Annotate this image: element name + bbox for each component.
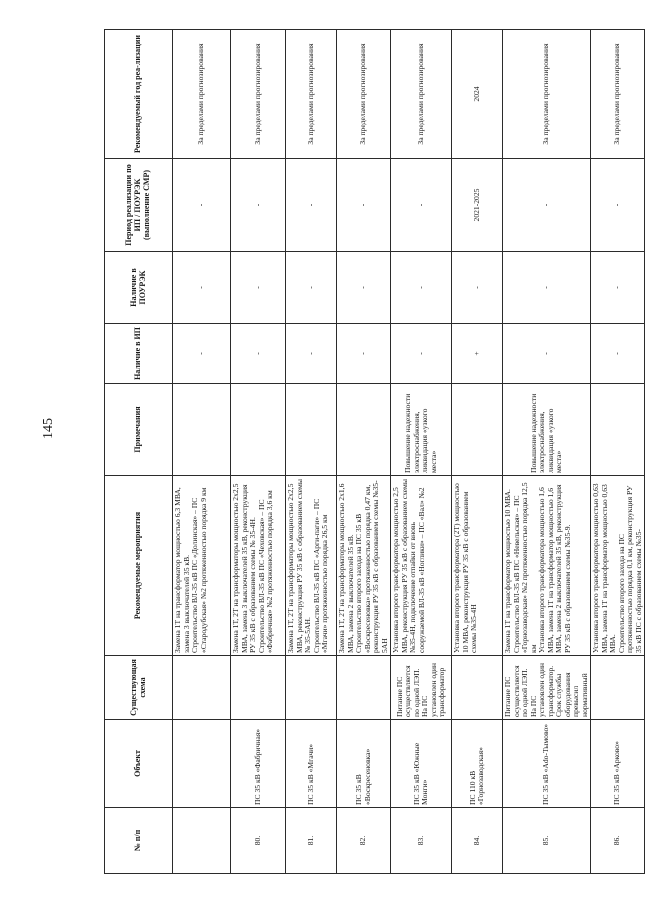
row-number: 84. [452, 808, 503, 874]
row-measures [231, 476, 286, 656]
table-row [231, 30, 286, 874]
row-pourk: - [391, 252, 452, 324]
row-period: - [591, 159, 645, 252]
measure-line: Строительство ВЛ-35 кВ ПС «Арги-паги» – ПС «Мгачи» протяженностью порядка 26,5 км [311, 498, 329, 653]
row-notes [173, 384, 231, 476]
row-rec-year: За пределами прогнозирования [173, 30, 231, 159]
header-notes: Примечания [105, 384, 173, 476]
row-pourk: - [591, 252, 645, 324]
table-row [173, 30, 231, 874]
row-pourk: - [231, 252, 286, 324]
row-number: 80. [231, 808, 286, 874]
header-row [105, 30, 173, 874]
row-ip: - [591, 324, 645, 384]
measure-line: Замена 1Т, 2Т на трансформаторы мощностью 2х2,5 МВА, замена 3 выключателей 35 кВ, реконструкция РУ 35 кВ с образованием схемы № 35-4Н. [231, 483, 257, 653]
measure-line: Строительство второго захода на ПС 35 кВ «Воскресеновка» протяженностью порядка 0,47 км, реконструкция РУ 35 кВ с образованием схемы №35-5АН [354, 480, 389, 653]
row-measures [452, 476, 503, 656]
row-scheme [452, 656, 503, 720]
row-ip: - [173, 324, 231, 384]
row-measures [337, 476, 391, 656]
header-ip: Наличие в ИП [105, 324, 173, 384]
row-notes [286, 384, 337, 476]
row-object: ПС 35 кВ «Воскресеновка» [337, 720, 391, 808]
measure-line: Строительство ВЛ-35 кВ ПС «Чеховская» – ПС «Фабричная» №2 протяженностью порядка 3,6 км [256, 490, 274, 653]
measure-line: Установка второго трансформатора мощностью 0,63 МВА, замена 1Т на трансформатор мощностью 0,63 МВА. [591, 483, 617, 653]
row-scheme [231, 656, 286, 720]
row-object: ПС 35 кВ «Арково» [591, 720, 645, 808]
row-number: 83. [391, 808, 452, 874]
header-period: Период реализации по ИП / ПОУРЭК (выполнение СМР) [105, 159, 173, 252]
row-ip: - [286, 324, 337, 384]
measure-line: Замена 1Т, 2Т на трансформаторы мощностью 2х2,5 МВА, реконструкция РУ 35 кВ с образованием схемы № 35-5АН. [286, 479, 312, 653]
table-row [391, 30, 452, 874]
measure-line: Строительство ВЛ-35 кВ ПС «Долинская» – ПС «Стародубская» №2 протяженностью порядка 9 км [190, 487, 208, 653]
row-notes [231, 384, 286, 476]
table-row [452, 30, 503, 874]
row-measures [286, 476, 337, 656]
header-scheme: Существующая схема [105, 656, 173, 720]
row-rec-year: За пределами прогнозирования [231, 30, 286, 159]
row-notes [591, 384, 645, 476]
row-scheme [591, 656, 645, 720]
measure-line: Установка второго трансформатора (2Т) мощностью 10 МВА, реконструкция РУ 35 кВ с образованием схемы №35-4Н [452, 483, 478, 653]
row-measures [503, 476, 591, 656]
table-row [591, 30, 645, 874]
table-row [337, 30, 391, 874]
row-rec-year: За пределами прогнозирования [286, 30, 337, 159]
header-pourk: Наличие в ПОУРЭК [105, 252, 173, 324]
row-object: ПС 110 кВ «Горнозаводская» [452, 720, 503, 808]
row-rec-year: За пределами прогнозирования [337, 30, 391, 159]
row-ip: - [391, 324, 452, 384]
row-object: ПС 35 кВ «Фабричная» [231, 720, 286, 808]
row-period: - [391, 159, 452, 252]
row-pourk: - [286, 252, 337, 324]
row-pourk: - [452, 252, 503, 324]
row-period: - [337, 159, 391, 252]
row-notes [337, 384, 391, 476]
row-scheme [286, 656, 337, 720]
measure-line: Строительство ВЛ-35 кВ ПС «Невельская» – ПС «Горнозаводская» №2 протяженностью порядка 12,5 км [511, 482, 538, 653]
row-ip: + [452, 324, 503, 384]
row-number: 86. [591, 808, 645, 874]
row-period: - [173, 159, 231, 252]
row-number [173, 808, 231, 874]
row-measures [591, 476, 645, 656]
row-measures [391, 476, 452, 656]
row-number: 81. [286, 808, 337, 874]
row-period: 2021-2025 [452, 159, 503, 252]
table-row [286, 30, 337, 874]
row-pourk: - [503, 252, 591, 324]
measure-line: Замена 1Т на трансформатор мощностью 6,3 МВА, замена 3 выключателей 35 кВ. [173, 487, 191, 653]
row-period: - [503, 159, 591, 252]
row-ip: - [337, 324, 391, 384]
row-object: ПС 35 кВ «Южные Монги» [391, 720, 452, 808]
row-notes: Повышение надежности электроснабжения, ликвидация «узкого места» [503, 384, 591, 476]
measures-table [104, 29, 645, 874]
row-object: ПС 35 кВ «Ado-Тымово» [503, 720, 591, 808]
header-rec-year: Рекомендуемый год реа-лизации [105, 30, 173, 159]
row-object [173, 720, 231, 808]
row-scheme [337, 656, 391, 720]
row-rec-year: За пределами прогнозирования [591, 30, 645, 159]
measure-line: Замена 1Т на трансформатор мощностью 10 МВА. [503, 489, 512, 653]
row-period: - [231, 159, 286, 252]
row-rec-year: За пределами прогнозирования [391, 30, 452, 159]
row-ip: - [503, 324, 591, 384]
header-num: № п/п [105, 808, 173, 874]
row-scheme: Питание ПС осуществляется по одной ЛЭП. На ПС установлен один трансформатор [391, 656, 452, 720]
measure-line: Установка второго трансформатора мощностью 2,5 МВА, реконструкция РУ 35 кВ с образованием схемы №35-4Н, подключение отпайки от вновь сооружаемой ВЛ-35 кВ «Ноглики» – ПС «Вал» №2 [391, 479, 426, 653]
row-rec-year: 2024 [452, 30, 503, 159]
row-pourk: - [337, 252, 391, 324]
row-notes: Повышение надежности электроснабжения, ликвидация «узкого места» [391, 384, 452, 476]
row-number: 85. [503, 808, 591, 874]
header-object: Объект [105, 720, 173, 808]
row-period: - [286, 159, 337, 252]
rotated-table-wrapper [104, 30, 643, 874]
row-rec-year: За пределами прогнозирования [503, 30, 591, 159]
measure-line: Установка второго трансформатора мощностью 1,6 МВА, замена 1Т на трансформатор мощностью 1,6 МВА, замена 2 выключателей 35 кВ, реконструкция РУ 35 кВ с образованием схемы №35-9. [537, 484, 572, 653]
measure-line: Строительство второго захода на ПС протяженностью порядка 0,1 км, реконструкция РУ 35 кВ ПС с образованием схемы №35- [616, 485, 643, 653]
row-scheme: Питание ПС осуществляется по одной ЛЭП. На ПС установлен один трансформатор. Срок службы оборудования превысил нормативный [503, 656, 591, 720]
table-stage [104, 30, 643, 874]
page-number: 145 [41, 418, 56, 439]
measure-line: Замена 1Т, 2Т на трансформаторы мощностью 2х1,6 МВА, замена 2 выключателей 35 кВ. [337, 483, 355, 653]
row-notes [452, 384, 503, 476]
row-pourk: - [173, 252, 231, 324]
row-number: 82. [337, 808, 391, 874]
row-object: ПС 35 кВ «Мгачи» [286, 720, 337, 808]
header-measures: Рекомендуемые мероприятия [105, 476, 173, 656]
row-measures [173, 476, 231, 656]
row-ip: - [231, 324, 286, 384]
table-row [503, 30, 591, 874]
row-scheme [173, 656, 231, 720]
